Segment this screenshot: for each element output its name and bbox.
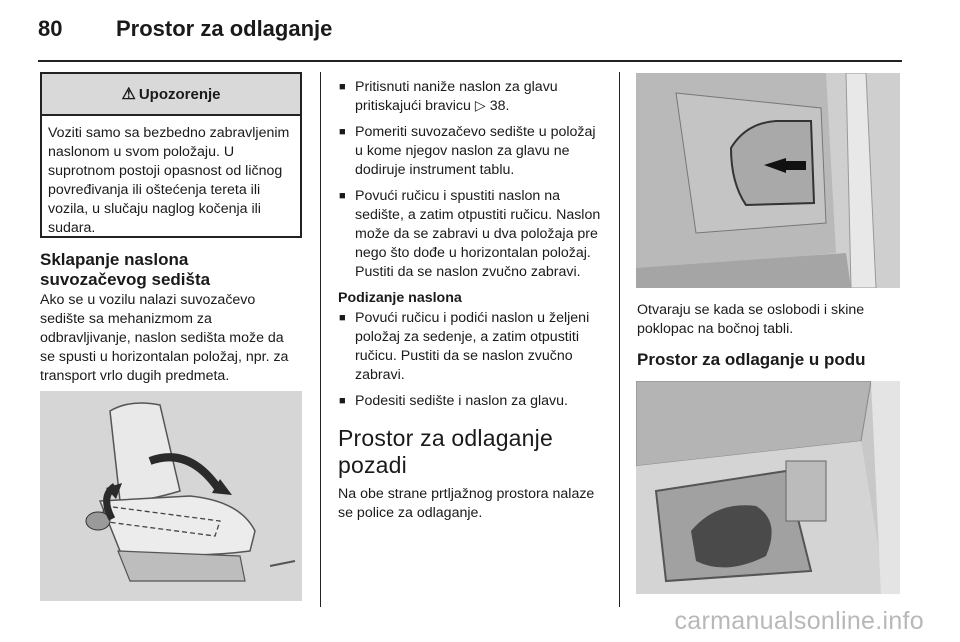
- floor-storage-image: [636, 381, 900, 594]
- seat-illustration: [40, 391, 302, 601]
- fold-seat-paragraph: Ako se u vozilu nalazi suvozačevo sedište sa mehanizmom za odbravljivanje, naslon sedišta može da se spusti u horizontalan položaj, npr. za transport vrlo dugih predmeta.: [40, 292, 289, 384]
- middle-column: [338, 78, 603, 523]
- column-divider-right: [619, 72, 620, 607]
- list-item: ■ Pritisnuti naniže naslon za glavu pritiskajući bravicu ▷ 38.: [338, 78, 603, 116]
- warning-title: Upozorenje: [138, 85, 221, 103]
- side-panel-caption: Otvaraju se kada se oslobodi i skine poklopac na bočnoj tabli.: [637, 302, 865, 337]
- list-item: ■ Povući ručicu i spustiti naslon na sedište, a zatim otpustiti ručicu. Naslon može da se zabravi u dva položaja pre nego što dođe u horizontalan položaj. Pustiti da se naslon zvučno zabravi.: [338, 187, 603, 282]
- section-title-line2: suvozačevog sedišta: [40, 270, 211, 289]
- fold-steps-list: [338, 78, 603, 282]
- warning-box: [40, 72, 302, 238]
- raise-steps-list: [338, 309, 603, 411]
- rear-storage-paragraph: Na obe strane prtljažnog prostora nalaze se police za odlaganje.: [338, 486, 595, 521]
- header-rule: [38, 60, 902, 62]
- list-item: ■ Povući ručicu i podići naslon u željeni položaj za sedenje, a zatim otpustiti ručicu. Pustiti da se naslon zvučno zabravi.: [338, 309, 603, 385]
- section-title-floor-storage: Prostor za odlaganje u podu: [637, 350, 866, 369]
- big-title-line1: Prostor za odlaganje: [338, 425, 553, 451]
- warning-triangle-icon: ⚠: [121, 86, 136, 103]
- page-number: 80: [38, 16, 63, 41]
- section-title-fold-seat: [40, 250, 310, 290]
- column-divider-left: [320, 72, 321, 607]
- list-item: ■ Podesiti sedište i naslon za glavu.: [338, 392, 603, 411]
- side-panel-illustration: [636, 73, 900, 288]
- seat-fold-image: [40, 391, 302, 601]
- section-title-line1: Sklapanje naslona: [40, 250, 189, 269]
- big-title-line2: pozadi: [338, 452, 407, 478]
- warning-header: [42, 74, 300, 116]
- subheading-raise-backrest: Podizanje naslona: [338, 290, 462, 306]
- list-item: ■ Pomeriti suvozačevo sedište u položaj u kome njegov naslon za glavu ne dodiruje instrument tablu.: [338, 123, 603, 180]
- watermark: carmanualsonline.info: [674, 607, 924, 635]
- side-panel-image: [636, 73, 900, 288]
- page-title: Prostor za odlaganje: [116, 16, 333, 41]
- section-title-rear-storage: [338, 425, 603, 479]
- warning-text: Voziti samo sa bezbedno zabravljenim naslonom u svom položaju. U suprotnom postoji opasnost od ličnog povređivanja ili oštećenja tereta ili vozila, u slučaju naglog kočenja ili sudara.: [48, 125, 290, 236]
- floor-storage-illustration: [636, 381, 900, 594]
